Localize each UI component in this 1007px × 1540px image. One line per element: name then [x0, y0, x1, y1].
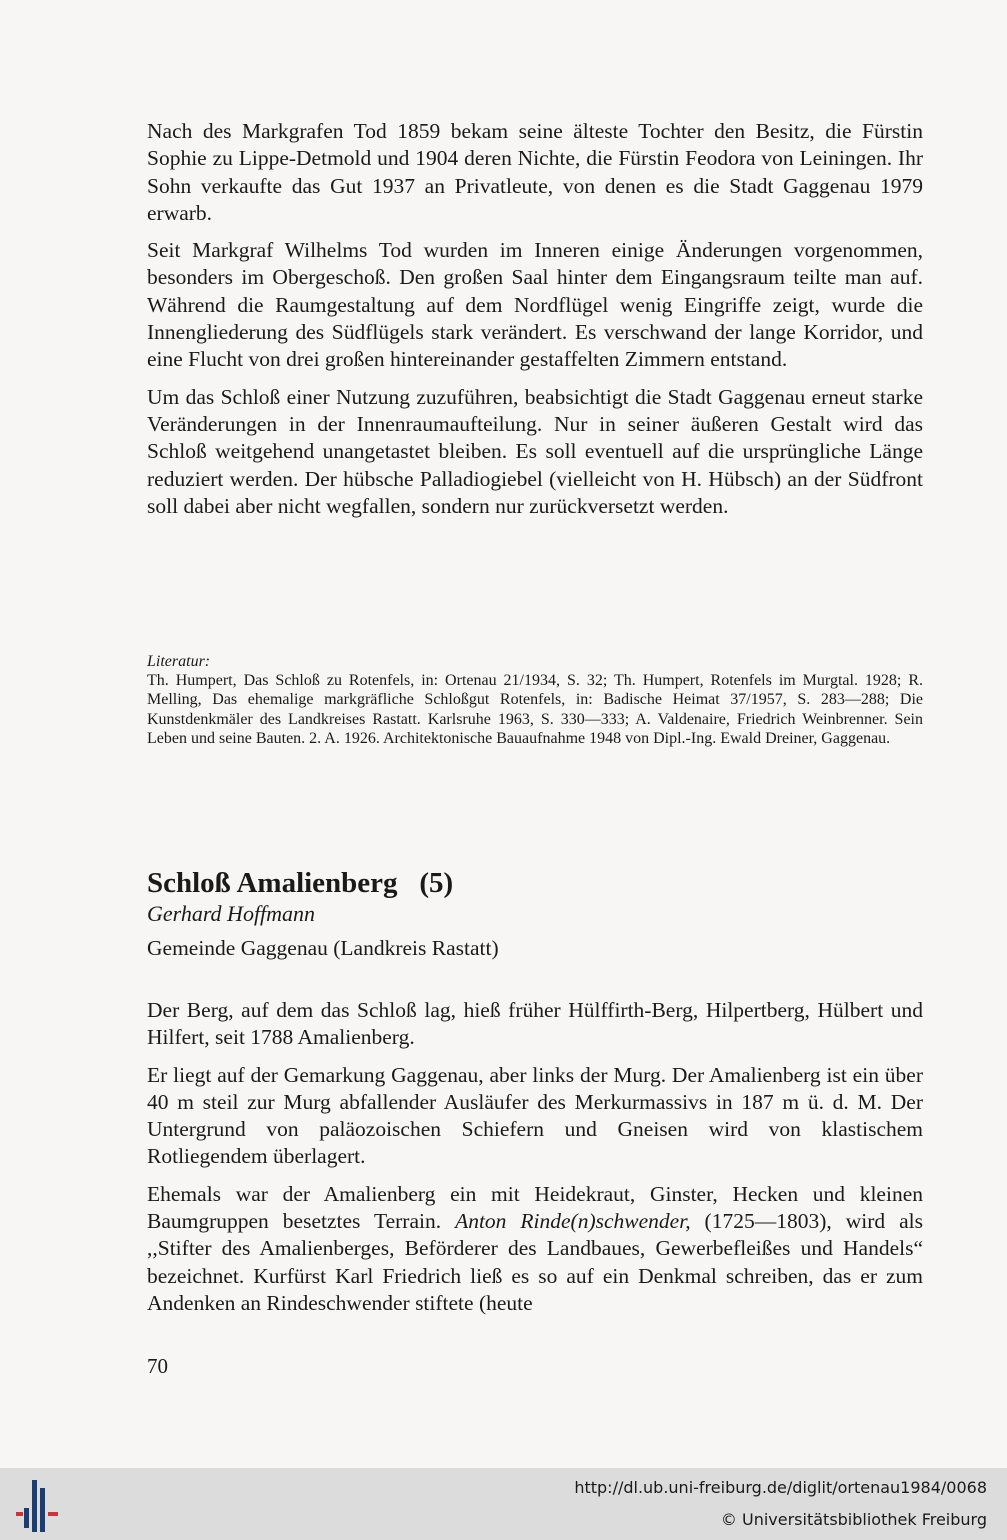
- paragraph-text: (1725—1803), wird als ,,Stifter des Amalienberges, Beförderer des Landbaues, Gewerbefleißes und Handels“ bezeichnet. Kurfürst Karl Friedrich ließ es so auf ein Denkmal schreiben, das er zum Andenken an Rindeschwender stiftete (heute: [147, 1209, 923, 1315]
- paragraph: Seit Markgraf Wilhelms Tod wurden im Inneren einige Änderungen vorgenommen, besonders im Obergeschoß. Den großen Saal hinter dem Eingangsraum teilte man auf. Während die Raumgestaltung auf dem Nordflügel wenig Eingriffe zeigt, wurde die Innengliederung des Südflügels stark verändert. Es verschwand der lange Korridor, und eine Flucht von drei großen hintereinander gestaffelten Zimmern entstand.: [147, 238, 923, 372]
- person-name: Anton Rinde(n)schwender,: [455, 1209, 691, 1234]
- source-url-link[interactable]: http://dl.ub.uni-freiburg.de/diglit/ortenau1984/0068: [574, 1478, 987, 1497]
- literature-label: Literatur:: [147, 653, 211, 670]
- footer-bar: [0, 1468, 1007, 1540]
- copyright-text: © Universitätsbibliothek Freiburg: [720, 1510, 987, 1529]
- paragraph: Um das Schloß einer Nutzung zuzuführen, beabsichtigt die Stadt Gaggenau erneut starke Veränderungen in der Innenraumaufteilung. Nur in seiner äußeren Gestalt wird das Schloß weitgehend unangetastet bleiben. Es soll eventuell auf die ursprüngliche Länge reduziert werden. Der hübsche Palladiogiebel (vielleicht von H. Hübsch) an der Südfront soll dabei aber nicht wegfallen, sondern nur zurückversetzt werden.: [147, 384, 923, 518]
- literature-text: Th. Humpert, Das Schloß zu Rotenfels, in: Ortenau 21/1934, S. 32; Th. Humpert, Rotenfels im Murgtal. 1928; R. Melling, Das ehemalige markgräfliche Schloßgut Rotenfels, in: Badische Heimat 37/1957, S. 283—288; Die Kunstdenkmäler des Landkreises Rastatt. Karlsruhe 1963, S. 330—333; A. Valdenaire, Friedrich Weinbrenner. Sein Leben und seine Bauten. 2. A. 1926. Architektonische Bauaufnahme 1948 von Dipl.-Ing. Ewald Dreiner, Gaggenau.: [147, 672, 923, 747]
- top-paragraphs: [147, 118, 923, 520]
- paragraph: Der Berg, auf dem das Schloß lag, hieß früher Hülffirth-Berg, Hilpertberg, Hülbert und Hilfert, seit 1788 Amalienberg.: [147, 998, 923, 1050]
- paragraph: Er liegt auf der Gemarkung Gaggenau, aber links der Murg. Der Amalienberg ist ein über 40 m steil zur Murg abfallender Ausläufer des Merkurmassivs in 187 m ü. d. M. Der Untergrund von paläozoischen Schiefern und Gneisen wird von klastischem Rotliegendem überlagert.: [147, 1062, 923, 1169]
- section-heading: [147, 866, 923, 900]
- bottom-paragraphs: [147, 997, 923, 1317]
- page-number: 70: [147, 1354, 168, 1378]
- literature-block: [147, 652, 923, 748]
- paragraph: [147, 1181, 923, 1317]
- section-title: Schloß Amalienberg: [147, 867, 398, 899]
- section-author: Gerhard Hoffmann: [147, 901, 316, 926]
- section-number: (5): [419, 867, 454, 899]
- section-header: [147, 866, 923, 962]
- paragraph: Nach des Markgrafen Tod 1859 bekam seine älteste Tochter den Besitz, die Fürstin Sophie zu Lippe-Detmold und 1904 deren Nichte, die Fürstin Feodora von Leiningen. Ihr Sohn verkaufte das Gut 1937 an Privatleute, von denen es die Stadt Gaggenau 1979 erwarb.: [147, 119, 923, 225]
- section-place: Gemeinde Gaggenau (Landkreis Rastatt): [147, 936, 499, 960]
- paragraph-text: Ehemals war der Amalienberg ein mit Heidekraut, Ginster, Hecken und kleinen Baumgruppen besetztes Terrain.: [147, 1181, 923, 1234]
- ub-freiburg-logo-icon[interactable]: [14, 1478, 62, 1534]
